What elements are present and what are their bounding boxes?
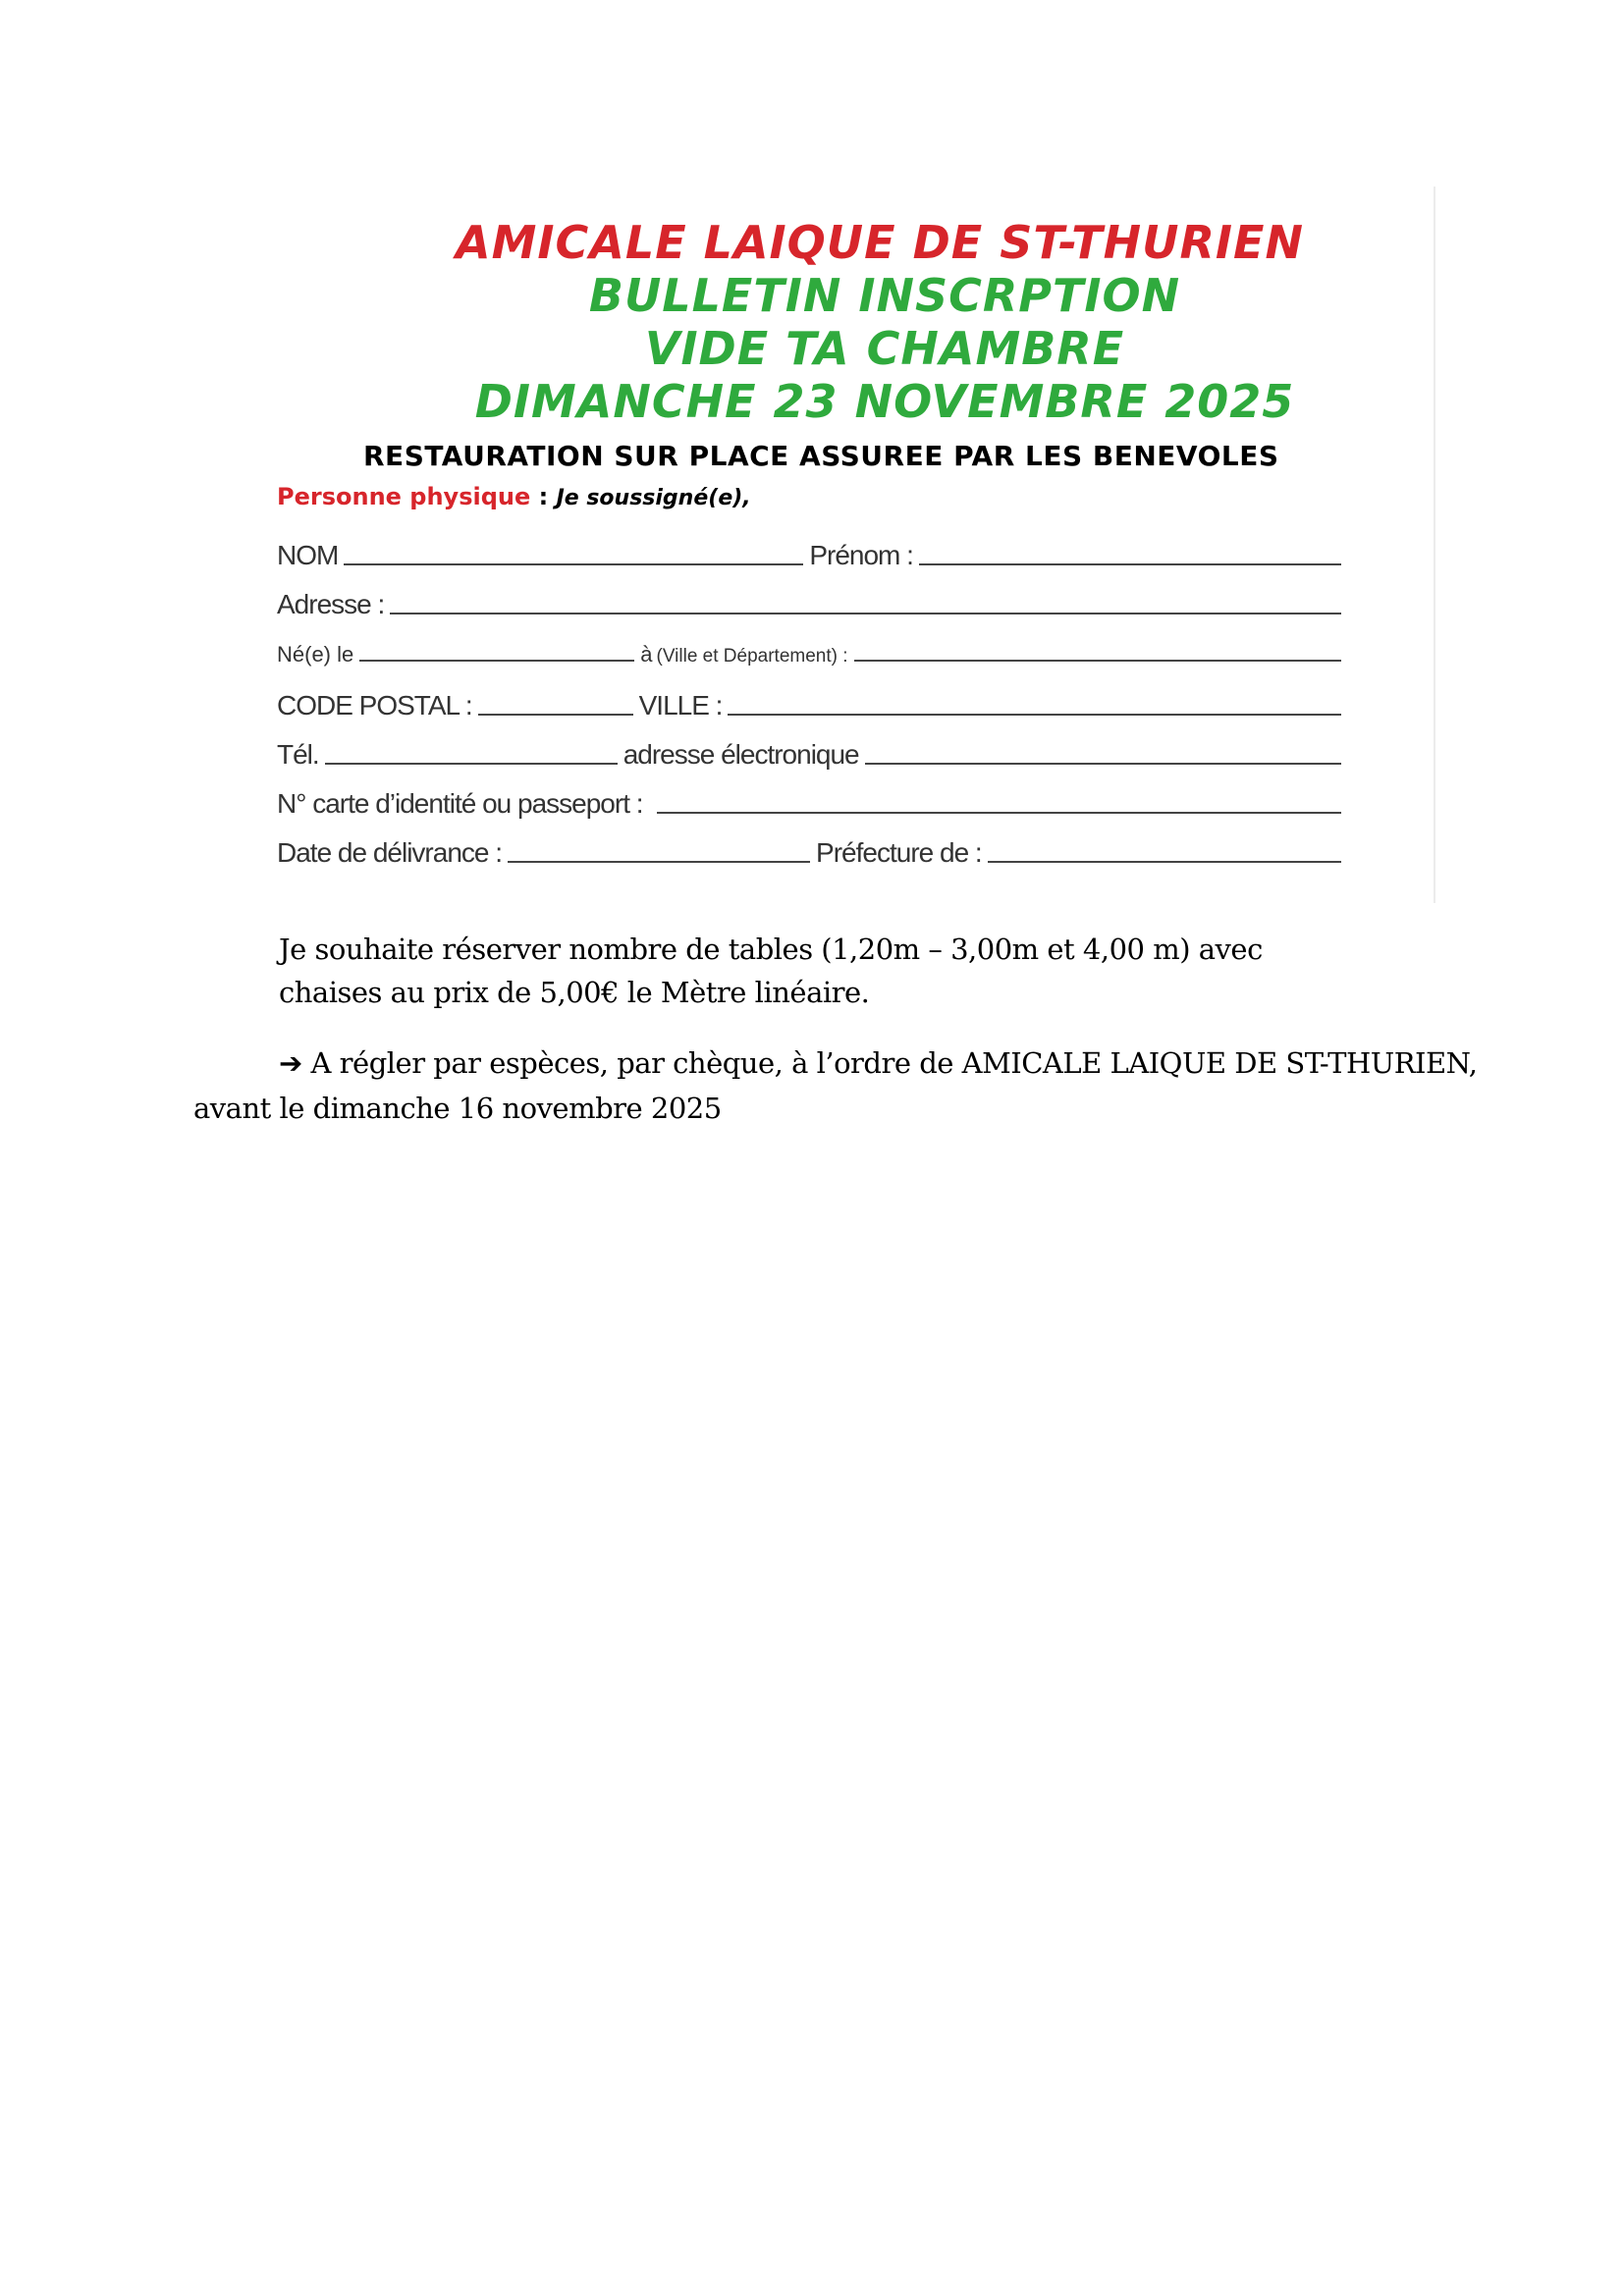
person-separator: : <box>530 483 557 510</box>
adresse-field[interactable] <box>390 612 1341 614</box>
prefecture-label: Préfecture de : <box>816 837 982 868</box>
form-row-address <box>277 581 1347 620</box>
postal-code-label: CODE POSTAL : <box>277 690 472 721</box>
nom-field[interactable] <box>344 562 803 565</box>
form-row-name <box>277 532 1347 571</box>
email-label: adresse électronique <box>623 739 859 770</box>
phone-label: Tél. <box>277 739 319 770</box>
phone-field[interactable] <box>325 762 618 765</box>
person-type-label: Personne physique <box>277 483 531 510</box>
payment-text-line1: ➔ A régler par espèces, par chèque, à l’ordre de AMICALE LAIQUE DE ST-THURIEN, <box>279 1046 1478 1080</box>
nom-label: NOM <box>277 540 339 570</box>
adresse-label: Adresse : <box>277 589 385 619</box>
city-label: VILLE : <box>638 690 723 721</box>
form-row-issue <box>277 829 1347 869</box>
email-field[interactable] <box>865 762 1341 765</box>
reservation-text-line1: Je souhaite réserver nombre de tables (1,20m – 3,00m et 4,00 m) avec <box>279 933 1263 966</box>
reservation-text-line2: chaises au prix de 5,00€ le Mètre linéaire. <box>279 976 870 1009</box>
prefecture-field[interactable] <box>988 860 1341 863</box>
payment-text-line2: avant le dimanche 16 novembre 2025 <box>193 1092 722 1125</box>
prenom-label: Prénom : <box>809 540 913 570</box>
issue-date-field[interactable] <box>508 860 810 863</box>
form-row-birth <box>277 628 1347 667</box>
bulletin-title: BULLETIN INSCRPTION <box>588 269 1181 322</box>
form-row-contact <box>277 731 1347 771</box>
event-date: DIMANCHE 23 NOVEMBRE 2025 <box>474 375 1295 428</box>
form-row-city <box>277 682 1347 721</box>
birthdate-field[interactable] <box>359 659 634 662</box>
birthplace-field[interactable] <box>854 659 1341 662</box>
form-row-id <box>277 780 1347 820</box>
undersigned-text: Je soussigné(e), <box>556 486 751 510</box>
city-field[interactable] <box>728 713 1341 716</box>
birthdate-label: Né(e) le <box>277 642 354 667</box>
prenom-field[interactable] <box>919 562 1341 565</box>
id-card-label: N° carte d’identité ou passeport : <box>277 788 643 819</box>
person-type-line <box>277 483 751 510</box>
birthplace-label: à <box>640 642 653 667</box>
association-title: AMICALE LAIQUE DE ST-THURIEN <box>456 216 1304 269</box>
event-title: VIDE TA CHAMBRE <box>644 322 1125 375</box>
id-card-field[interactable] <box>657 811 1341 814</box>
catering-notice: RESTAURATION SUR PLACE ASSUREE PAR LES BENEVOLES <box>363 440 1279 472</box>
registration-form-image <box>265 187 1435 903</box>
issue-date-label: Date de délivrance : <box>277 837 503 868</box>
birthplace-hint: (Ville et Département) : <box>656 646 848 667</box>
postal-code-field[interactable] <box>478 713 633 716</box>
